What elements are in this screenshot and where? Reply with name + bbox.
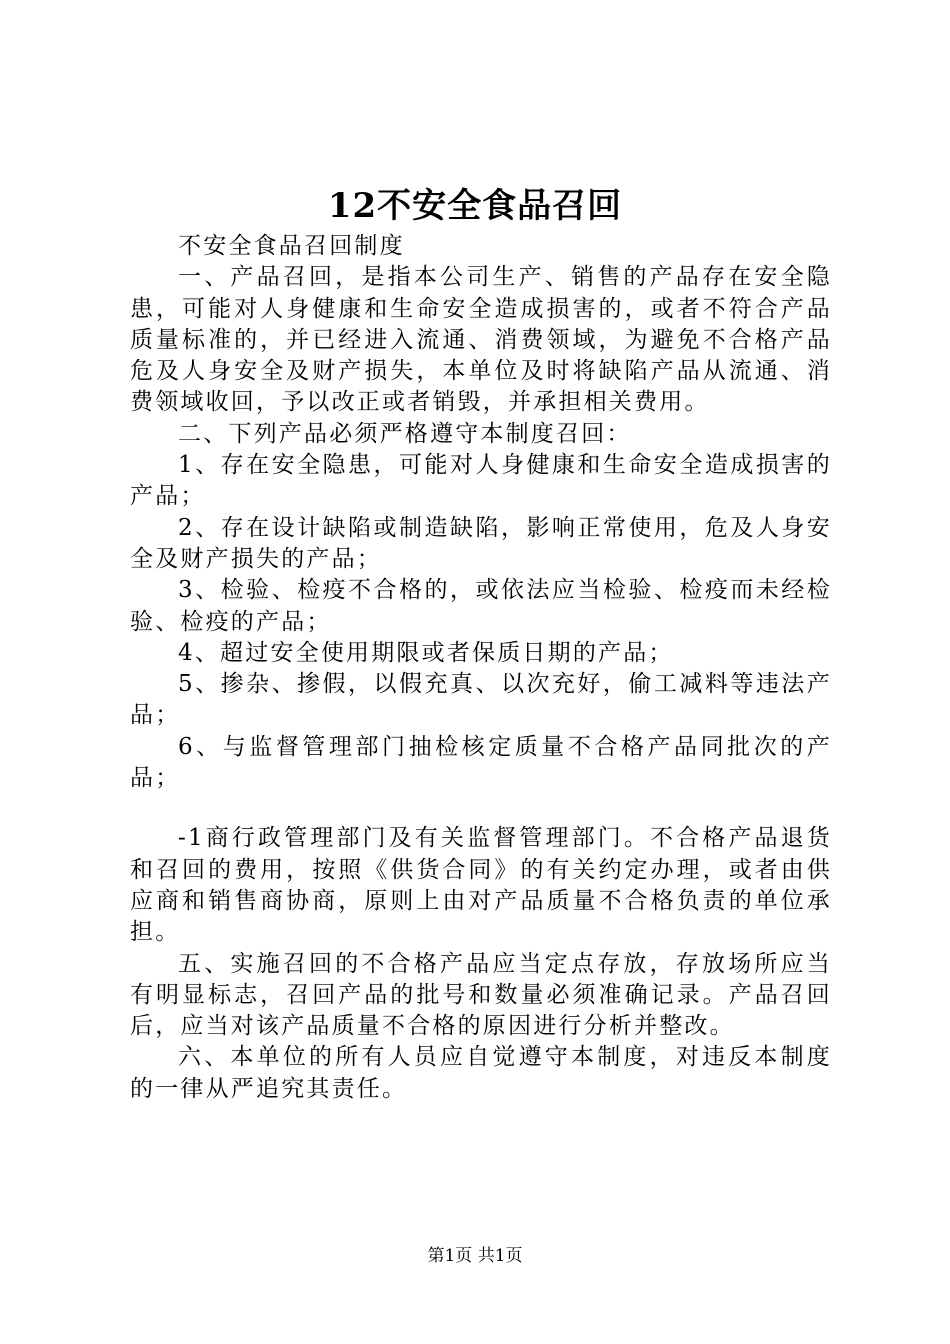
document-body: [130, 231, 832, 1105]
list-item-3: 3、检验、检疫不合格的，或依法应当检验、检疫而未经检验、检疫的产品；: [130, 577, 832, 635]
paragraph-section-6: 六、本单位的所有人员应自觉遵守本制度，对违反本制度的一律从严追究其责任。: [130, 1044, 832, 1102]
list-item-2: 2、存在设计缺陷或制造缺陷，影响正常使用，危及人身安全及财产损失的产品；: [130, 514, 832, 572]
list-item-6: 6、与监督管理部门抽检核定质量不合格产品同批次的产品；: [130, 733, 832, 792]
document-title: 12不安全食品召回: [327, 186, 623, 226]
paragraph-heading: 不安全食品召回制度: [178, 233, 405, 259]
list-item-4: 4、超过安全使用期限或者保质日期的产品；: [178, 639, 674, 666]
paragraph-section-2: 二、下列产品必须严格遵守本制度召回：: [178, 420, 632, 447]
paragraph-section-5: 五、实施召回的不合格产品应当定点存放，存放场所应当有明显标志，召回产品的批号和数量必须准确记录。产品召回后，应当对该产品质量不合格的原因进行分析并整改。: [130, 950, 832, 1040]
paragraph-costs: -1商行政管理部门及有关监督管理部门。不合格产品退货和召回的费用，按照《供货合同》的有关约定办理，或者由供应商和销售商协商，原则上由对产品质量不合格负责的单位承担。: [130, 825, 832, 946]
list-item-1: 1、存在安全隐患，可能对人身健康和生命安全造成损害的产品；: [130, 452, 832, 510]
paragraph-section-1: 一、产品召回，是指本公司生产、销售的产品存在安全隐患，可能对人身健康和生命安全造成损害的，或者不符合产品质量标准的，并已经进入流通、消费领域，为避免不合格产品危及人身安全及财产损失，本单位及时将缺陷产品从流通、消费领域收回，予以改正或者销毁，并承担相关费用。: [130, 264, 832, 416]
list-item-5: 5、掺杂、掺假，以假充真、以次充好，偷工减料等违法产品；: [130, 671, 832, 729]
page-footer: 第1页 共1页: [427, 1246, 523, 1266]
